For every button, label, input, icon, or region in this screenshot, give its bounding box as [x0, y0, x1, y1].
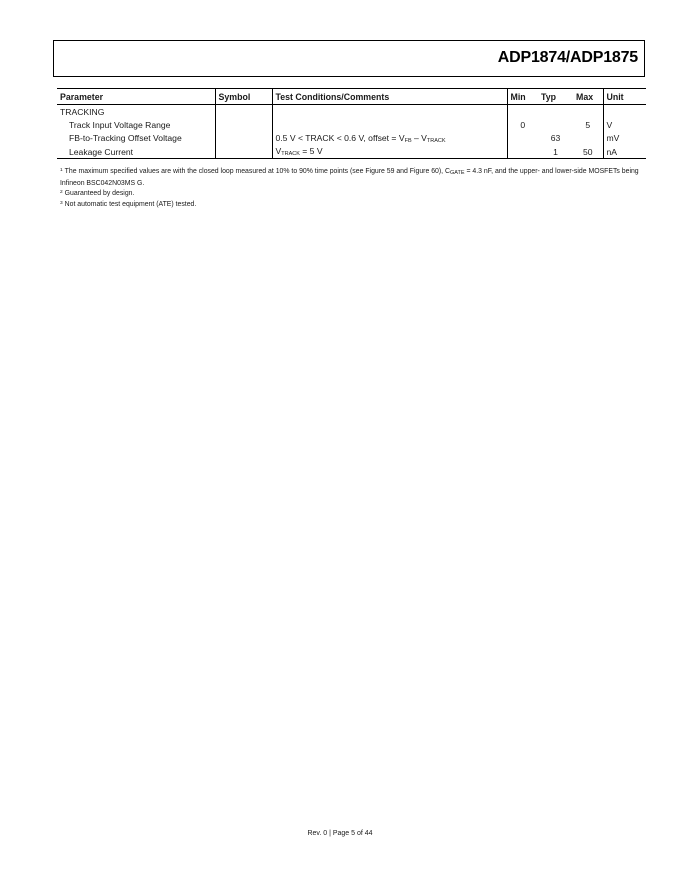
- row-parameter: FB-to-Tracking Offset Voltage: [57, 132, 215, 145]
- table-cell: [603, 105, 646, 119]
- footnotes: [60, 166, 640, 209]
- header-max: Max: [573, 89, 603, 105]
- row-max: [573, 132, 603, 145]
- subscript: TRACK: [281, 151, 300, 158]
- table-header-row: [57, 89, 646, 105]
- table-row: [57, 118, 646, 131]
- footnote-mark: 2: [60, 190, 63, 196]
- subscript: GATE: [449, 170, 465, 176]
- footnote-text: Not automatic test equipment (ATE) tested.: [64, 200, 197, 208]
- table-cell: [573, 105, 603, 119]
- row-min: 0: [520, 119, 526, 130]
- row-parameter: Leakage Current: [57, 145, 215, 159]
- footnote-text: The maximum specified values are with the closed loop measured at 10% to 90% time points (see Figure 59 and Figure 60), C: [64, 168, 450, 175]
- row-typ: 63: [550, 133, 561, 144]
- row-conditions: [272, 118, 507, 131]
- footnote-mark: 1: [60, 168, 63, 173]
- table-row-section: [57, 105, 646, 119]
- footnote-3: [60, 199, 640, 210]
- row-parameter: Track Input Voltage Range: [57, 118, 215, 131]
- table-cell: [538, 105, 573, 119]
- row-symbol: [215, 132, 272, 145]
- page-header: [53, 40, 645, 77]
- footnote-text: Guaranteed by design.: [64, 190, 135, 198]
- row-max: 50: [573, 145, 603, 159]
- header-conditions: Test Conditions/Comments: [272, 89, 507, 105]
- conditions-text: = 5 V: [299, 146, 323, 157]
- conditions-text: – V: [411, 132, 427, 143]
- subscript: TRACK: [426, 137, 446, 144]
- page-footer: Rev. 0 | Page 5 of 44: [307, 830, 373, 837]
- row-symbol: [215, 145, 272, 159]
- header-symbol: Symbol: [215, 89, 272, 105]
- footnote-2: [60, 188, 640, 199]
- footnote-text: = 4.3 nF, and the upper- and lower-side MOSFETs being Infineon BSC042N03MS G.: [60, 168, 639, 187]
- row-unit: nA: [603, 145, 646, 159]
- table-row: [57, 132, 646, 145]
- row-conditions: [272, 132, 507, 145]
- header-unit: Unit: [603, 89, 646, 105]
- subscript: FB: [404, 137, 412, 144]
- row-unit: mV: [606, 133, 620, 144]
- table-cell: [507, 105, 538, 119]
- row-min: [507, 145, 538, 159]
- row-min: [507, 132, 538, 145]
- header-min: Min: [507, 89, 538, 105]
- conditions-text: V: [275, 146, 282, 157]
- row-symbol: [215, 118, 272, 131]
- row-conditions: [272, 145, 507, 159]
- table-cell: [272, 105, 507, 119]
- row-max: 5: [573, 118, 603, 131]
- document-title: ADP1874/ADP1875: [497, 49, 638, 66]
- footnote-1: [60, 166, 640, 188]
- row-unit: V: [606, 119, 613, 130]
- table-row: [57, 145, 646, 159]
- conditions-text: 0.5 V < TRACK < 0.6 V, offset = V: [275, 132, 405, 143]
- footnote-mark: 3: [60, 200, 63, 206]
- header-parameter: Parameter: [57, 89, 215, 105]
- row-typ: [538, 118, 573, 131]
- row-typ: 1: [538, 145, 573, 159]
- header-typ: Typ: [538, 89, 573, 105]
- table-cell: [215, 105, 272, 119]
- section-label: TRACKING: [57, 105, 215, 119]
- specifications-table: [57, 88, 646, 159]
